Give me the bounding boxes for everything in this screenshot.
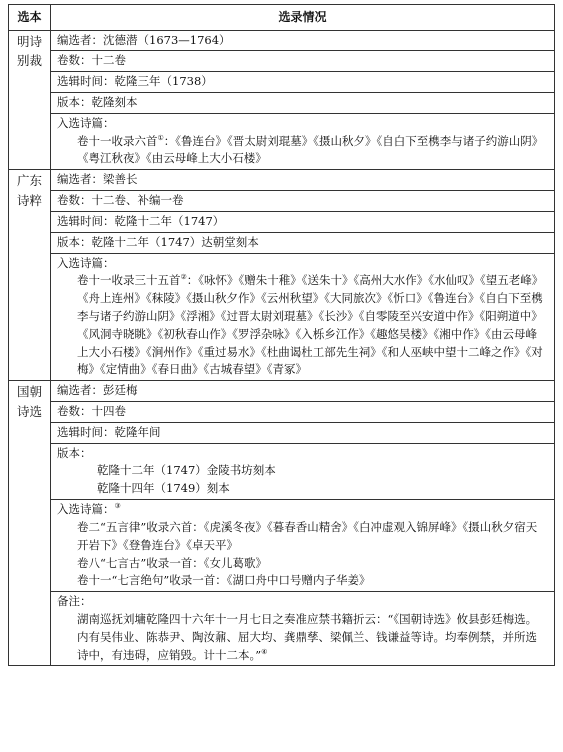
- header-selection: 选录情况: [51, 5, 555, 31]
- table-row: [9, 232, 555, 253]
- anthology-name-line: 广东: [16, 173, 42, 189]
- anthology-name-line: 明诗: [16, 33, 42, 49]
- table-row: [9, 381, 555, 402]
- table-row: [9, 170, 555, 191]
- poems-label: 入选诗篇：: [57, 115, 115, 130]
- editor-cell: 编选者：沈德潜（1673—1764）: [51, 30, 555, 51]
- volume-titles: 《湖口舟中口号赠内子华姜》: [226, 573, 371, 588]
- poems-titles: ：《鲁连台》《晋太尉刘琨墓》《摄山秋夕》《自白下至槜李与诸子约游山阴》《粤江秋夜》《由云母峰上大小石楼》: [77, 133, 544, 166]
- footnote-marker: ①: [157, 133, 164, 142]
- table-row: [9, 422, 555, 443]
- edition-item: 乾隆十二年（1747）金陵书坊刻本: [97, 463, 276, 478]
- table-row: [9, 443, 555, 499]
- remark-text: [57, 611, 548, 664]
- anthology-name-line: 别裁: [16, 52, 42, 68]
- header-anthology: 选本: [9, 5, 51, 31]
- time-cell: 选辑时间：乾隆三年（1738）: [51, 72, 555, 93]
- table-row: [9, 253, 555, 381]
- remark-cell: [51, 592, 555, 666]
- volume-entry: [57, 572, 548, 590]
- poems-list: [57, 272, 548, 379]
- volume-lead: 卷十一“七言绝句”收录一首：: [77, 573, 227, 588]
- time-cell: 选辑时间：乾隆年间: [51, 422, 555, 443]
- volume-entry: [57, 555, 548, 573]
- poetry-anthology-table: [8, 4, 555, 666]
- poems-cell: [51, 113, 555, 169]
- poems-lead: 卷十一收录三十五首: [77, 273, 181, 288]
- editor-cell: 编选者：彭廷梅: [51, 381, 555, 402]
- table-row: [9, 402, 555, 423]
- volume-lead: 卷八“七言古”收录一首：: [77, 555, 204, 570]
- anthology-name-line: 国朝: [16, 384, 42, 400]
- anthology-name: [9, 381, 51, 666]
- edition-item: 乾隆十四年（1749）刻本: [97, 481, 230, 496]
- poems-label: 入选诗篇：: [57, 255, 115, 270]
- table-row: [9, 113, 555, 169]
- edition-label: 版本：: [57, 445, 92, 460]
- edition-cell: 版本：乾隆刻本: [51, 93, 555, 114]
- poems-label: 入选诗篇：: [57, 502, 115, 517]
- anthology-name: [9, 30, 51, 170]
- anthology-name-line: 诗选: [16, 403, 42, 419]
- table-row: [9, 211, 555, 232]
- footnote-marker: ②: [180, 273, 187, 282]
- footnote-marker: ④: [261, 647, 268, 656]
- poems-titles: ：《咏怀》《赠朱十稚》《送朱十》《高州大水作》《水仙叹》《望五老峰》《舟上连州》《秣陵》《摄山秋夕作》《云州秋望》《大同旅次》《忻口》《鲁连台》《自白下至槜李与诸子约游山阴》《浮湘》《过晋太尉刘琨墓》《长沙》《自零陵至兴安道中作》《阳朔道中》《风洞寺晓眺》《初秋春山作》《罗浮杂咏》《入栎乡江作》《趣悠吴楼》《湘中作》《由云母峰上大小石楼》《涧州作》《重过易水》《杜曲谒杜工部先生祠》《和人巫峡中望十二峰之作》《对梅》《定情曲》《春日曲》《古城春望》《青冢》: [77, 273, 544, 377]
- poems-cell: [51, 253, 555, 381]
- poems-label-line: [57, 501, 548, 519]
- remark-body: 湖南巡抚刘墉乾隆四十六年十一月七日之奏准应禁书籍折云：“《国朝诗选》攸县彭廷梅选。内有吴伟业、陈恭尹、陶汝鼐、屈大均、龚鼎孳、梁佩兰、钱谦益等诗。均奉例禁，并所选诗中，有违碍，应销毁。计十二本。”: [77, 611, 538, 662]
- table-row: [9, 500, 555, 592]
- edition-cell: 版本：乾隆十二年（1747）达朝堂刻本: [51, 232, 555, 253]
- volume-entry: [57, 519, 548, 555]
- volumes-cell: 卷数：十四卷: [51, 402, 555, 423]
- table-row: [9, 30, 555, 51]
- volume-titles: 《虎溪冬夜》《暮春香山精舍》《白冲虚观入锦屏峰》《摄山秋夕宿天开岩下》《登鲁连台》《卓天平》: [77, 519, 538, 552]
- edition-cell: [51, 443, 555, 499]
- table-row: [9, 93, 555, 114]
- volume-lead: 卷二“五言律”收录六首：: [77, 519, 204, 534]
- time-cell: 选辑时间：乾隆十二年（1747）: [51, 211, 555, 232]
- volume-titles: 《女儿葛歌》: [203, 555, 268, 570]
- anthology-name: [9, 170, 51, 381]
- poems-cell: [51, 500, 555, 592]
- header-row: [9, 5, 555, 31]
- volumes-cell: 卷数：十二卷: [51, 51, 555, 72]
- poems-list: [57, 133, 548, 169]
- editor-cell: 编选者：梁善长: [51, 170, 555, 191]
- table-row: [9, 191, 555, 212]
- table-row: [9, 51, 555, 72]
- remark-label: 备注：: [57, 594, 92, 609]
- volumes-cell: 卷数：十二卷、补编一卷: [51, 191, 555, 212]
- anthology-name-line: 诗粹: [16, 192, 42, 208]
- poems-lead: 卷十一收录六首: [77, 133, 158, 148]
- table-row: [9, 592, 555, 666]
- table-row: [9, 72, 555, 93]
- footnote-marker: ③: [114, 502, 121, 511]
